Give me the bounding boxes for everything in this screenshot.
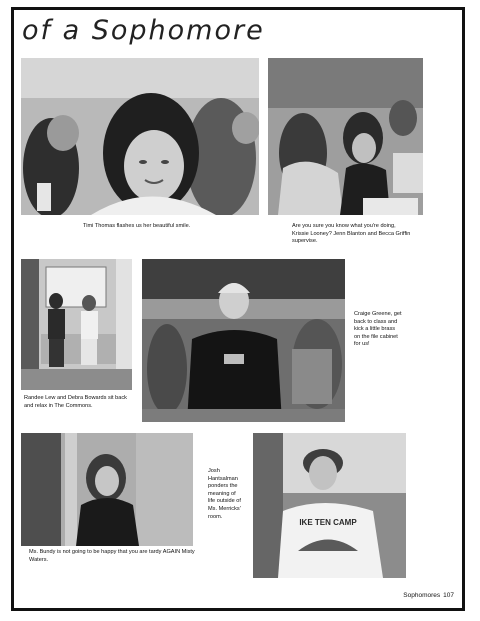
folio-number: 107 [443,592,454,599]
folio-section: Sophomores [403,592,441,599]
photo-commons [21,259,132,390]
photo-girl-smiling [21,58,259,215]
shirt-print: IKE TEN CAMP [299,518,357,527]
caption-photo1: Timi Thomas flashes us her beautiful smile. [83,223,191,229]
caption-photo5: Josh Hantsalman ponders the meaning of life outside of Ms. Merricks' room. [208,468,241,520]
caption-photo3: Randee Lew and Debra Bowards sit back and relax in The Commons. [24,395,127,409]
page-folio [400,592,454,599]
photo-boy-hallway [142,259,345,422]
page-title: of a Sophomore [22,15,265,46]
caption-photo6: Ms. Bundy is not going to be happy that you are tardy AGAIN Misty Waters. [29,549,195,563]
caption-photo4: Craige Greene, get back to class and kick a little brass on the file cabinet for us! [354,311,402,348]
photo-computer-lab [268,58,423,215]
photo-girl-doorway [21,433,193,546]
caption-photo2: Are you sure you know what you're doing, Krissie Looney? Jenn Blanton and Becca Griffin supervise. [292,223,411,245]
photo-boy-white-shirt [253,433,406,578]
